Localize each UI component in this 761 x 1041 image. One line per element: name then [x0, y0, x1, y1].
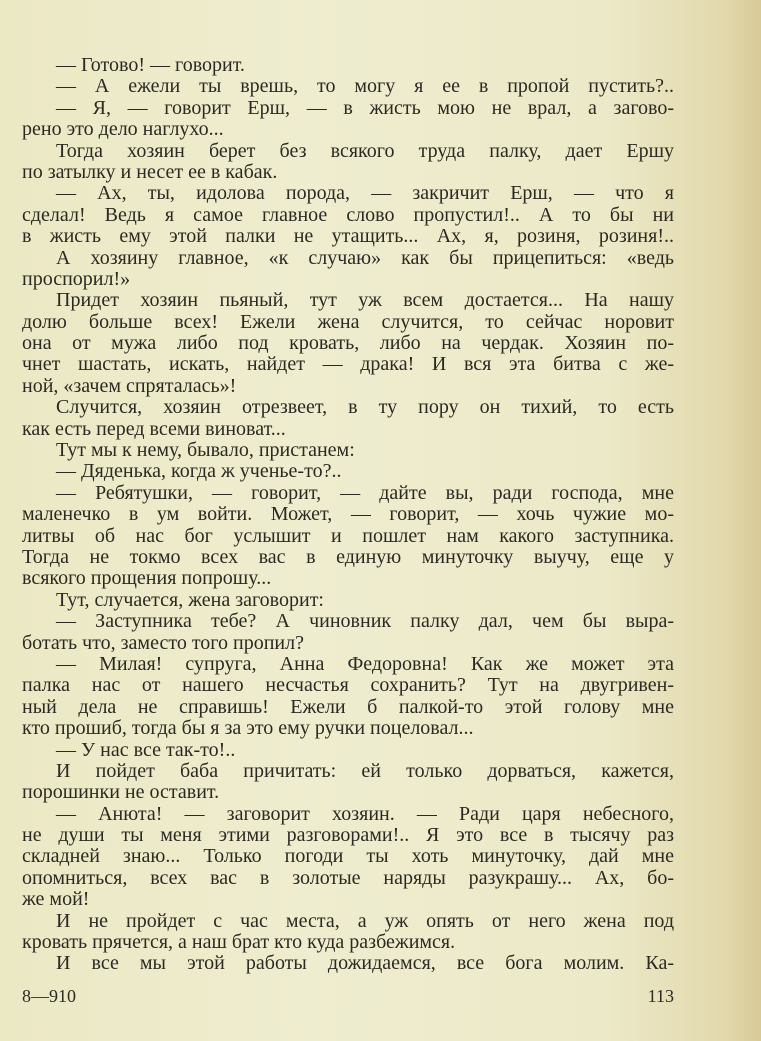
text-line: опомниться, всех вас в золотые наряды разукрашу... Ах, бо-: [22, 866, 674, 889]
text-line: Придет хозяин пьяный, тут уж всем достается... На нашу: [56, 289, 674, 312]
text-line: порошинки не оставит.: [22, 781, 220, 804]
text-line: она от мужа либо под кровать, либо на чердак. Хозяин по-: [22, 332, 674, 355]
text-line: Тогда не токмо всех вас в единую минуточку выучу, еще у: [22, 545, 674, 568]
page-text: [22, 55, 674, 975]
text-line: по затылку и несет ее в кабак.: [22, 160, 278, 183]
text-line: Тут мы к нему, бывало, пристанем:: [56, 439, 355, 462]
text-line: — Милая! супруга, Анна Федоровна! Как же может эта: [56, 652, 674, 675]
text-line: палка нас от нашего несчастья сохранить? Тут на двугривен-: [22, 674, 674, 697]
text-line: рено это дело наглухо...: [22, 118, 224, 141]
text-line: ной, «зачем спряталась»!: [22, 374, 237, 397]
text-line: — Готово! — говорит.: [56, 54, 245, 76]
text-line: сделал! Ведь я самое главное слово пропустил!.. А то бы ни: [22, 203, 674, 226]
text-line: долю больше всех! Ежели жена случится, то сейчас норовит: [22, 310, 674, 333]
text-line: не души ты меня этими разговорами!.. Я это все в тысячу раз: [22, 824, 674, 847]
printer-signature: 8—910: [22, 986, 76, 1006]
text-line: — Дяденька, когда ж ученье-то?..: [56, 460, 342, 483]
text-line: кто прошиб, тогда бы я за это ему ручки поцеловал...: [22, 717, 474, 740]
text-line: же мой!: [22, 888, 90, 911]
text-line: И все мы этой работы дожидаемся, все бога молим. Ка-: [56, 952, 674, 975]
text-line: — Ах, ты, идолова порода, — закричит Ерш, — что я: [56, 182, 674, 205]
text-line: Случится, хозяин отрезвеет, в ту пору он тихий, то есть: [56, 396, 674, 419]
text-line: А хозяину главное, «к случаю» как бы прицепиться: «ведь: [56, 246, 674, 269]
text-line: — Я, — говорит Ерш, — в жисть мою не врал, а загово-: [56, 96, 674, 119]
text-line: литвы об нас бог услышит и пошлет нам какого заступника.: [22, 524, 674, 547]
text-line: маленечко в ум войти. Может, — говорит, — хочь чужие мо-: [22, 503, 674, 526]
text-line: Тут, случается, жена заговорит:: [56, 588, 324, 611]
text-line: как есть перед всеми виноват...: [22, 417, 286, 440]
page-number: 113: [647, 986, 674, 1006]
text-line: в жисть ему этой палки не утащить... Ах, я, розиня, розиня!..: [22, 225, 674, 248]
text-line: — Ребятушки, — говорит, — дайте вы, ради господа, мне: [56, 481, 674, 504]
text-line: — У нас все так-то!..: [56, 738, 236, 761]
text-line: всякого прощения попрошу...: [22, 567, 272, 590]
text-line: проспорил!»: [22, 267, 131, 290]
text-line: И пойдет баба причитать: ей только дорваться, кажется,: [56, 759, 674, 782]
text-line: И не пройдет с час места, а уж опять от него жена под: [56, 909, 674, 932]
text-line: Тогда хозяин берет без всякого труда палку, дает Ершу: [56, 139, 674, 162]
text-line: — А ежели ты врешь, то могу я ее в пропой пустить?..: [56, 75, 674, 98]
text-line: складней знаю... Только погоди ты хоть минуточку, дай мне: [22, 845, 674, 868]
text-line: ботать что, заместо того пропил?: [22, 631, 304, 654]
text-line: — Анюта! — заговорит хозяин. — Ради царя небесного,: [56, 802, 674, 825]
text-line: кровать прячется, а наш брат кто куда разбежимся.: [22, 931, 456, 954]
text-line: ный дела не справишь! Ежели б палкой-то этой голову мне: [22, 695, 674, 718]
text-line: — Заступника тебе? А чиновник палку дал, чем бы выра-: [56, 610, 674, 633]
text-line: чнет шастать, искать, найдет — драка! И вся эта битва с же-: [22, 353, 674, 376]
